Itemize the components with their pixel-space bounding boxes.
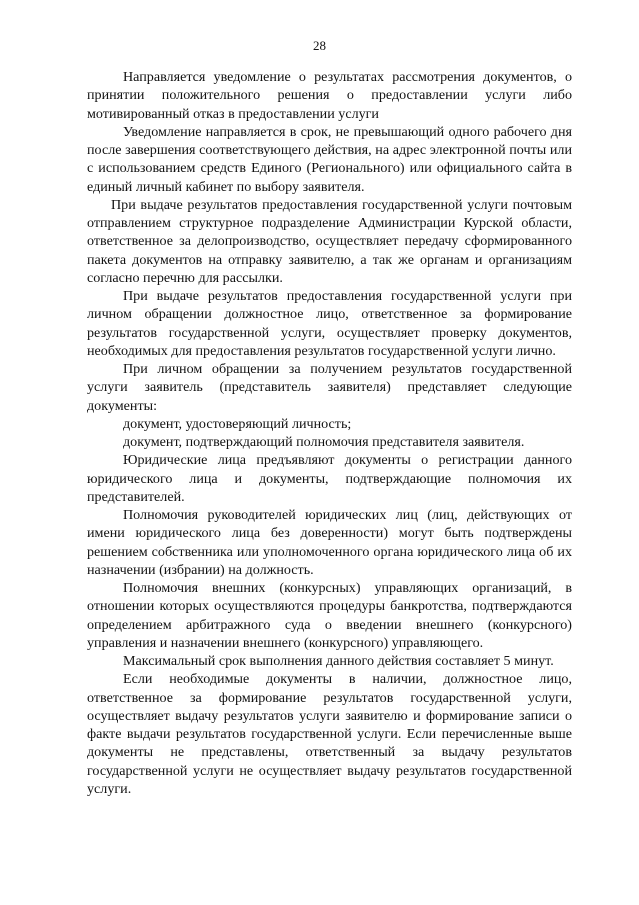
paragraph-notification-sent: Направляется уведомление о результатах рассмотрения документов, о принятии положительного решения о предоставлении услуги либо мотивированный отказ в предоставлении услуги — [87, 69, 572, 122]
paragraph-required-documents: При личном обращении за получением результатов государственной услуги заявитель (представитель заявителя) представляет следующие документы: — [87, 361, 572, 414]
paragraph-managers-authority: Полномочия руководителей юридических лиц (лиц, действующих от имени юридического лица без доверенности) могут быть подтверждены решением собственника или уполномоченного органа юридического лица об их назначении (избрании) на должность. — [87, 507, 572, 578]
paragraph-max-duration: Максимальный срок выполнения данного действия составляет 5 минут. — [123, 653, 554, 669]
document-body — [87, 68, 572, 798]
paragraph-legal-entities: Юридические лица предъявляют документы о регистрации данного юридического лица и документы, подтверждающие полномочия их представителей. — [87, 452, 572, 505]
list-item-identity-document: документ, удостоверяющий личность; — [123, 415, 352, 432]
list-item-authority-document: документ, подтверждающий полномочия представителя заявителя. — [123, 434, 525, 450]
paragraph-bankruptcy-managers: Полномочия внешних (конкурсных) управляющих организаций, в отношении которых осуществляются процедуры банкротства, подтверждаются определением арбитражного суда о введении внешнего (конкурсного) управления и назначении внешнего (конкурсного) управляющего. — [87, 580, 572, 651]
paragraph-issuance-conditions: Если необходимые документы в наличии, должностное лицо, ответственное за формирование результатов государственной услуги, осуществляет выдачу результатов услуги заявителю и формирование записи о факте выдачи результатов государственной услуги. Если перечисленные выше документы не представлены, ответственный за выдачу результатов государственной услуги не осуществляет выдачу результатов государственной услуги. — [87, 671, 572, 797]
paragraph-notification-deadline: Уведомление направляется в срок, не превышающий одного рабочего дня после завершения соответствующего действия, на адрес электронной почты или с использованием средств Единого (Регионального) или официального сайта в единый личный кабинет по выбору заявителя. — [87, 123, 572, 195]
paragraph-postal-delivery: При выдаче результатов предоставления государственной услуги почтовым отправлением структурное подразделение Администрации Курской области, ответственное за делопроизводство, осуществляет передачу сформированного пакета документов на отправку заявителю, а так же органам и организациям согласно перечню для рассылки. — [87, 196, 572, 286]
page-number: 28 — [313, 38, 326, 53]
paragraph-personal-delivery: При выдаче результатов предоставления государственной услуги при личном обращении должностное лицо, ответственное за формирование результатов государственной услуги, осуществляет проверку документов, необходимых для предоставления результатов государственной услуги лично. — [87, 288, 572, 359]
